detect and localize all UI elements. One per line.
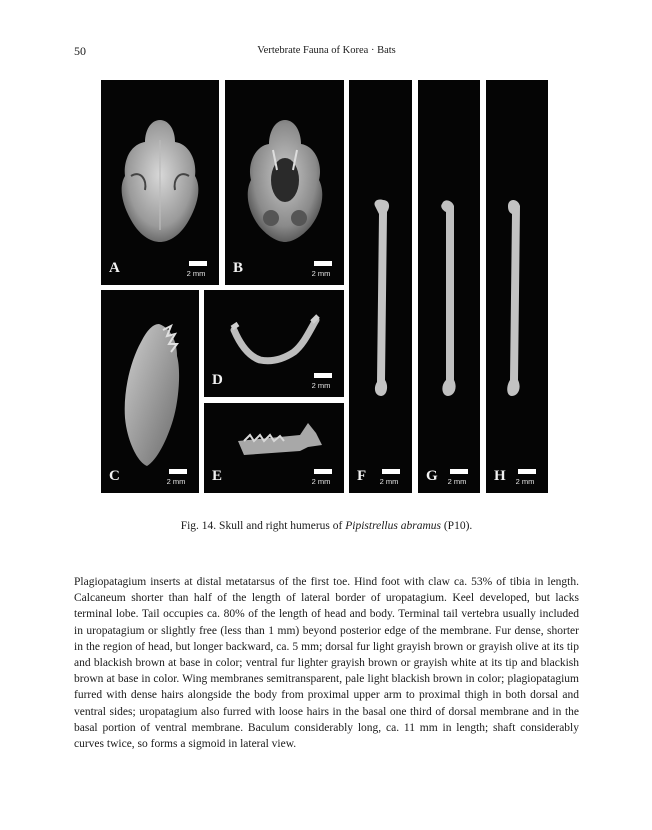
panel-c-skull-lateral — [101, 290, 199, 493]
caption-prefix: Fig. 14. Skull and right humerus of — [180, 520, 346, 532]
skull-ventral-image — [225, 80, 344, 285]
figure-caption — [74, 520, 579, 532]
body-paragraph: Plagiopatagium inserts at distal metatarsus of the first toe. Hind foot with claw ca. 53% of tibia in length. Calcaneum shorter than half of the length of lateral border of uropatagium. Keel developed, but lacks terminal lobe. Tail occupies ca. 80% of the length of head and body. Terminal tail vertebra usually included in uropatagium or slightly free (less than 1 mm) beyond posterior edge of the membrane. Fur dense, shorter in the region of head, but longer backward, ca. 5 mm; dorsal fur light grayish brown or grayish olive at its tip and blackish brown at base in color; ventral fur lighter grayish brown or grayish white at its tip and blackish brown at base in color. Wing membranes semitransparent, pale light blackish brown in color; plagiopatagium furred with dense hairs alongside the body from proximal upper arm to proximal thigh in both dorsal and ventral sides; uropatagium also furred with loose hairs in the basal one third of dorsal membrane and in the basal portion of ventral membrane. Baculum considerably long, ca. 11 mm in length; shaft considerably curves twice, so forms a sigmoid in lateral view. — [74, 576, 579, 751]
humerus-f-image — [349, 80, 412, 493]
panel-d-mandible-dorsal — [204, 290, 344, 397]
scale-bar-c: 2 mm — [161, 469, 191, 487]
scale-bar-e: 2 mm — [306, 469, 336, 487]
panel-label-h: H — [494, 468, 506, 484]
panel-e-mandible-lateral — [204, 403, 344, 493]
scale-bar-b: 2 mm — [306, 261, 336, 279]
caption-species: Pipistrellus abramus — [345, 520, 441, 532]
panel-label-e: E — [212, 468, 223, 484]
panel-label-b: B — [233, 260, 244, 276]
panel-label-d: D — [212, 372, 223, 388]
running-title: Vertebrate Fauna of Korea · Bats — [257, 45, 396, 56]
panel-label-c: C — [109, 468, 120, 484]
panel-h-humerus — [486, 80, 548, 493]
panel-b-skull-ventral — [225, 80, 344, 285]
humerus-h-image — [486, 80, 548, 493]
panel-label-f: F — [357, 468, 367, 484]
scale-bar-h: 2 mm — [510, 469, 540, 487]
panel-f-humerus — [349, 80, 412, 493]
panel-label-a: A — [109, 260, 120, 276]
scale-bar-d: 2 mm — [306, 373, 336, 391]
scale-bar-a: 2 mm — [181, 261, 211, 279]
page-header — [74, 44, 579, 60]
panel-a-skull-dorsal — [101, 80, 219, 285]
panel-label-g: G — [426, 468, 438, 484]
caption-suffix: (P10). — [440, 520, 473, 532]
skull-dorsal-image — [101, 80, 219, 285]
scale-bar-f: 2 mm — [374, 469, 404, 487]
page-number: 50 — [74, 44, 86, 58]
scale-bar-g: 2 mm — [442, 469, 472, 487]
skull-lateral-image — [101, 290, 199, 493]
humerus-g-image — [418, 80, 480, 493]
panel-g-humerus — [418, 80, 480, 493]
